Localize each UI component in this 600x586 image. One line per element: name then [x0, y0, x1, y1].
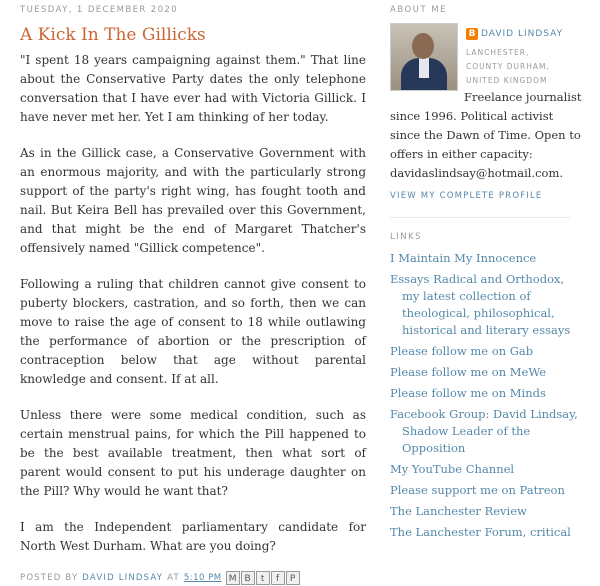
- twitter-share-icon[interactable]: t: [256, 571, 270, 585]
- blogthis-share-icon[interactable]: B: [241, 571, 255, 585]
- post-author-link[interactable]: DAVID LINDSAY: [82, 573, 164, 583]
- sidebar-link[interactable]: Facebook Group: David Lindsay, Shadow Leader of the Opposition: [390, 407, 578, 455]
- profile-header: [390, 23, 585, 91]
- posted-by-label: POSTED BY: [20, 573, 79, 583]
- sidebar: [390, 0, 585, 545]
- sidebar-link[interactable]: Please follow me on Minds: [390, 386, 546, 400]
- share-buttons: [226, 571, 301, 585]
- profile-name-link[interactable]: DAVID LINDSAY: [481, 28, 564, 39]
- post-paragraph: Unless there were some medical condition, such as certain menstrual pains, for which the Pill happened to be the best available treatment, then what sort of parent would consent to put his underage daughter on the Pill? Why would he want that?: [20, 408, 366, 498]
- sidebar-link[interactable]: The Lanchester Forum, critical: [390, 525, 571, 539]
- blogger-icon: B: [466, 28, 478, 40]
- post-paragraph: Following a ruling that children cannot give consent to puberty blockers, castration, and so forth, then we can move to raise the age of consent to 18 while outlawing the performance of abortion or the prescription of contraception below that age without parental knowledge and consent. If at all.: [20, 277, 366, 386]
- profile-photo[interactable]: [390, 23, 458, 91]
- at-label: AT: [167, 573, 180, 583]
- sidebar-link[interactable]: Please support me on Patreon: [390, 483, 565, 497]
- sidebar-link[interactable]: Please follow me on Gab: [390, 344, 534, 358]
- pinterest-share-icon[interactable]: P: [286, 571, 300, 585]
- sidebar-link[interactable]: Essays Radical and Orthodox, my latest collection of theological, philosophical, historical and literary essays: [390, 272, 571, 337]
- sidebar-link[interactable]: My YouTube Channel: [390, 462, 515, 476]
- profile-location: LANCHESTER, COUNTY DURHAM, UNITED KINGDOM: [466, 48, 550, 85]
- post: [20, 0, 366, 585]
- sidebar-link[interactable]: Please follow me on MeWe: [390, 365, 547, 379]
- post-footer: [20, 571, 366, 585]
- post-date: TUESDAY, 1 DECEMBER 2020: [20, 5, 179, 15]
- view-profile-link[interactable]: VIEW MY COMPLETE PROFILE: [390, 191, 543, 201]
- post-body: [20, 51, 366, 556]
- links-list: [390, 250, 585, 541]
- sidebar-divider: [390, 217, 570, 218]
- post-paragraph: I am the Independent parliamentary candidate for North West Durham. What are you doing?: [20, 520, 366, 553]
- sidebar-link[interactable]: I Maintain My Innocence: [390, 251, 537, 265]
- profile-description: Freelance journalist since 1996. Political activist since the Dawn of Time. Open to offers in either capacity: davidaslindsay@hotmail.com.: [390, 90, 582, 180]
- links-heading: LINKS: [390, 232, 423, 242]
- post-time-link[interactable]: 5:10 PM: [183, 573, 222, 583]
- email-share-icon[interactable]: M: [226, 571, 240, 585]
- post-paragraph: "I spent 18 years campaigning against them." That line about the Conservative Party dates the only telephone conversation that I have ever had with Victoria Gillick. I have never met her. Yet I am thinking of her today.: [20, 53, 366, 124]
- about-me-heading: ABOUT ME: [390, 5, 448, 15]
- post-paragraph: As in the Gillick case, a Conservative Government with an enormous majority, and with the particularly strong support of the party's right wing, has fought tooth and nail. But Keira Bell has prevailed over this Government, and that might be the end of Margaret Thatcher's offensively named "Gillick competence".: [20, 146, 366, 255]
- facebook-share-icon[interactable]: f: [271, 571, 285, 585]
- post-title[interactable]: A Kick In The Gillicks: [20, 25, 206, 45]
- sidebar-link[interactable]: The Lanchester Review: [390, 504, 527, 518]
